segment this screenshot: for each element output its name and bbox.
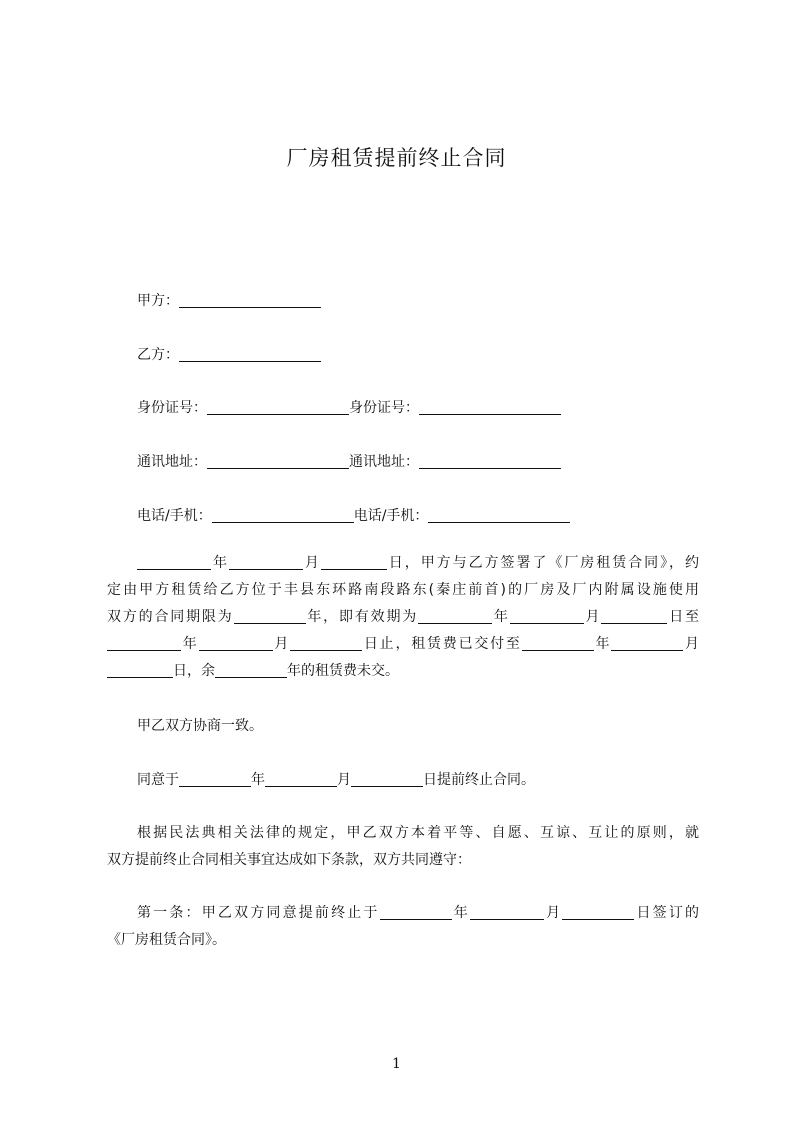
party-a-blank[interactable] [179,292,321,308]
phone-line [137,506,570,526]
party-a-line [137,291,321,311]
address-line [137,452,561,472]
article1-line1: 第一条：甲乙双方同意提前终止于 年 月 日签订的 [137,905,700,921]
para1-line5: 日，余 年的租赁费未交。 [107,658,699,685]
consensus-line: 甲乙双方协商一致。 [137,718,263,734]
legal-basis-paragraph [107,820,699,874]
party-a-id-label: 身份证号： [137,400,207,416]
para1-line2: 定由甲方租赁给乙方位于丰县东环路南段路东(秦庄前首)的厂房及厂内附属设施使用 [107,582,699,598]
para1-line1: 年 月 日，甲方与乙方签署了《厂房租赁合同》，约 [107,550,699,577]
party-a-id-blank[interactable] [207,399,349,415]
paid-month-blank[interactable] [611,635,683,651]
party-b-address-blank[interactable] [419,453,561,469]
termination-month-blank[interactable] [265,771,337,787]
party-a-label: 甲方： [137,293,179,309]
document-title: 厂房租赁提前终止合同 [286,146,507,170]
article-one [107,900,699,954]
para1-line3: 双方的合同期限为 年，即有效期为 年 月 日至 [107,609,700,625]
sign-year-blank[interactable] [137,554,211,570]
party-b-address-label: 通讯地址： [349,454,419,470]
party-a-phone-label: 电话/手机： [137,508,212,524]
para4-line1: 根据民法典相关法律的规定，甲乙双方本着平等、自愿、互谅、互让的原则，就 [137,825,699,841]
termination-date-line: 同意于 年 月 日提前终止合同。 [137,772,535,788]
party-b-id-label: 身份证号： [349,400,419,416]
paid-day-blank[interactable] [107,662,173,678]
end-day-blank[interactable] [290,635,362,651]
article1-year-blank[interactable] [380,904,452,920]
party-a-address-label: 通讯地址： [137,454,207,470]
contract-term-paragraph [107,550,699,685]
id-line [137,398,561,418]
party-b-line [137,345,321,365]
sign-day-blank[interactable] [321,554,387,570]
article1-month-blank[interactable] [470,904,544,920]
start-year-blank[interactable] [418,608,492,624]
end-year-blank[interactable] [107,635,181,651]
page-number: 1 [392,1056,401,1072]
party-b-label: 乙方： [137,347,179,363]
termination-year-blank[interactable] [179,771,251,787]
paid-year-blank[interactable] [522,635,594,651]
party-a-address-blank[interactable] [207,453,349,469]
start-day-blank[interactable] [601,608,667,624]
sign-month-blank[interactable] [229,554,303,570]
party-b-id-blank[interactable] [419,399,561,415]
unpaid-years-blank[interactable] [215,662,287,678]
start-month-blank[interactable] [510,608,584,624]
end-month-blank[interactable] [199,635,273,651]
party-a-phone-blank[interactable] [212,507,354,523]
party-b-phone-label: 电话/手机： [353,508,429,524]
para1-line4: 年 月 日止，租赁费已交付至 年 月 [107,631,699,658]
party-b-blank[interactable] [179,346,321,362]
article1-day-blank[interactable] [562,904,634,920]
party-b-phone-blank[interactable] [428,507,570,523]
term-years-blank[interactable] [234,608,306,624]
termination-day-blank[interactable] [351,771,423,787]
article1-line2: 《厂房租赁合同》。 [107,932,226,948]
para4-line2: 双方提前终止合同相关事宜达成如下条款，双方共同遵守： [107,852,471,868]
